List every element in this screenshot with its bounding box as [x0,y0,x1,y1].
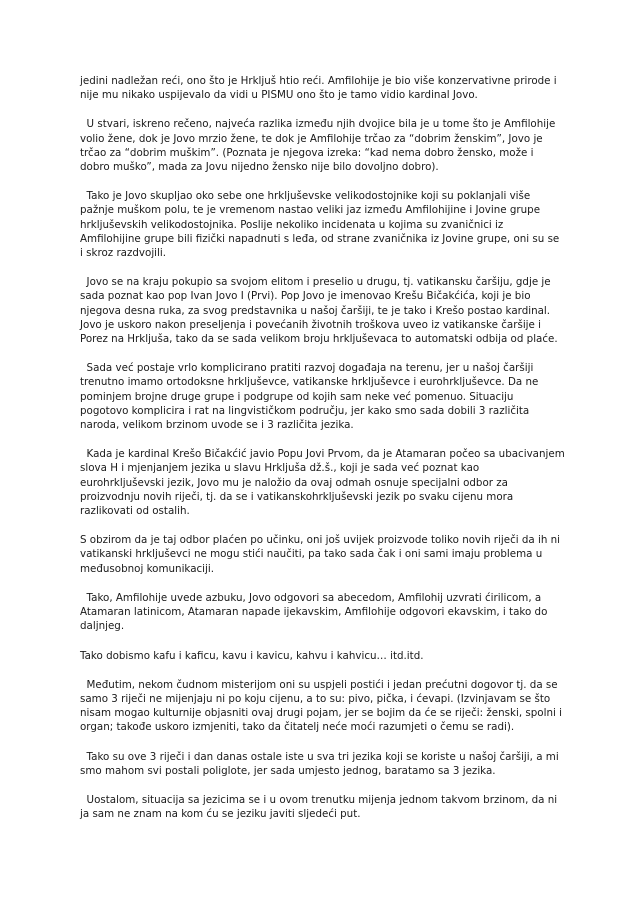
paragraph-11: Tako su ove 3 riječi i dan danas ostale iste u sva tri jezika koji se koriste u našoj čaršiji, a mi smo mahom svi postali poliglote, jer sada umjesto jednog, baratamo sa 3 jezika. [80,750,562,777]
paragraph-9: Tako dobismo kafu i kaficu, kavu i kavicu, kahvu i kahvicu… itd.itd. [80,649,424,662]
paragraph-1: jedini nadležan reći, ono što je Hrkljuš htio reći. Amfilohije je bio više konzervativne prirode i nije mu nikako uspijevalo da vidi u PISMU ono što je tamo vidio kardinal Jovo. [80,75,560,102]
document-page [80,74,569,821]
paragraph-6: Kada je kardinal Krešo Bičakćić javio Popu Jovi Prvom, da je Atamaran počeo sa ubacivanjem slova H i mjenjanjem jezika u slavu Hrkljuša dž.š., koji je sada već poznat kao eurohrkljuševski jezik, Jovo mu je naložio da ovaj odmah osnuje specijalni odbor za proizvodnju novih riječi, tj. da se i vatikanskohrkljuševski jezik po svaku cijenu mora razlikovati od ostalih. [80,448,569,518]
paragraph-10: Međutim, nekom čudnom misterijom oni su uspjeli postići i jedan prećutni dogovor tj. da se samo 3 riječi ne mijenjaju ni po koju cijenu, a to su: pivo, pička, i ćevapi. (Izvinjavam se što nisam mogao kulturnije objasniti ovaj drugi pojam, jer se bojim da će se riječi: ženski, spolni i organ; takođe uskoro izmjeniti, tako da čitatelj neće moći razumjeti o čemu se radi). [80,678,566,734]
paragraph-8: Tako, Amfilohije uvede azbuku, Jovo odgovori sa abecedom, Amfilohij uzvrati ćirilicom, a Atamaran latinicom, Atamaran napade ijekavskim, Amfilohije odgovori ekavskim, i tako do daljnjeg. [80,591,551,633]
paragraph-3: Tako je Jovo skupljao oko sebe one hrkljuševske velikodostojnike koji su poklanjali više pažnje muškom polu, te je vremenom nastao veliki jaz između Amfilohijine i Jovine grupe hrkljuševskih velikodostojnika. Poslije nekoliko incidenata u kojima su zvaničnici iz Amfilohijine grupe bili fizički napadnuti s leđa, od strane zvaničnika iz Jovine grupe, oni su se i skroz razdvojili. [80,190,563,260]
paragraph-12: Uostalom, situacija sa jezicima se i u ovom trenutku mijenja jednom takvom brzinom, da ni ja sam ne znam na kom ću se jeziku javiti sljedeći put. [80,793,561,821]
paragraph-7: S obzirom da je taj odbor plaćen po učinku, oni još uvijek proizvode toliko novih riječi da ih ni vatikanski hrkljuševci ne mogu stići naučiti, pa tako sada čak i oni sami imaju problema u međusobnoj komunikaciji. [80,534,564,575]
paragraph-4: Jovo se na kraju pokupio sa svojom elitom i preselio u drugu, tj. vatikansku čaršiju, gdje je sada poznat kao pop Ivan Jovo I (Prvi). Pop Jovo je imenovao Krešu Bičakćića, koji je bio njegova desna ruka, za svog predstavnika u našoj čaršiji, te je tako i Krešo postao kardinal. Jovo je uskoro nakon preseljenja i povećanih životnih troškova uveo iz vatikanske čaršije i Porez na Hrkljuša, tako da se sada velikom broju hrkljuševaca to automatski odbija od plaće. [80,276,558,346]
paragraph-2: U stvari, iskreno rečeno, najveća razlika između njih dvojice bila je u tome što je Amfilohije volio žene, dok je Jovo mrzio žene, te dok je Amfilohije trčao za “dobrim ženskim”, Jovo je trčao za “dobrim muškim”. (Poznata je njegova izreka: “kad nema dobro žensko, može i dobro muško”, mada za Jovu nijedno žensko nije bilo dovoljno dobro). [80,118,559,174]
paragraph-5: Sada već postaje vrlo komplicirano pratiti razvoj događaja na terenu, jer u našoj čaršiji trenutno imamo ortodoksne hrkljuševce, vatikanske hrkljuševce i eurohrkljuševce. Da ne pominjem brojne druge grupe i podgrupe od kojih sam neke već pomenuo. Situaciju pogotovo komplicira i rat na lingvističkom području, jer kako smo sada dobili 3 različita naroda, velikom brzinom uvode se i 3 različita jezika. [80,362,542,432]
